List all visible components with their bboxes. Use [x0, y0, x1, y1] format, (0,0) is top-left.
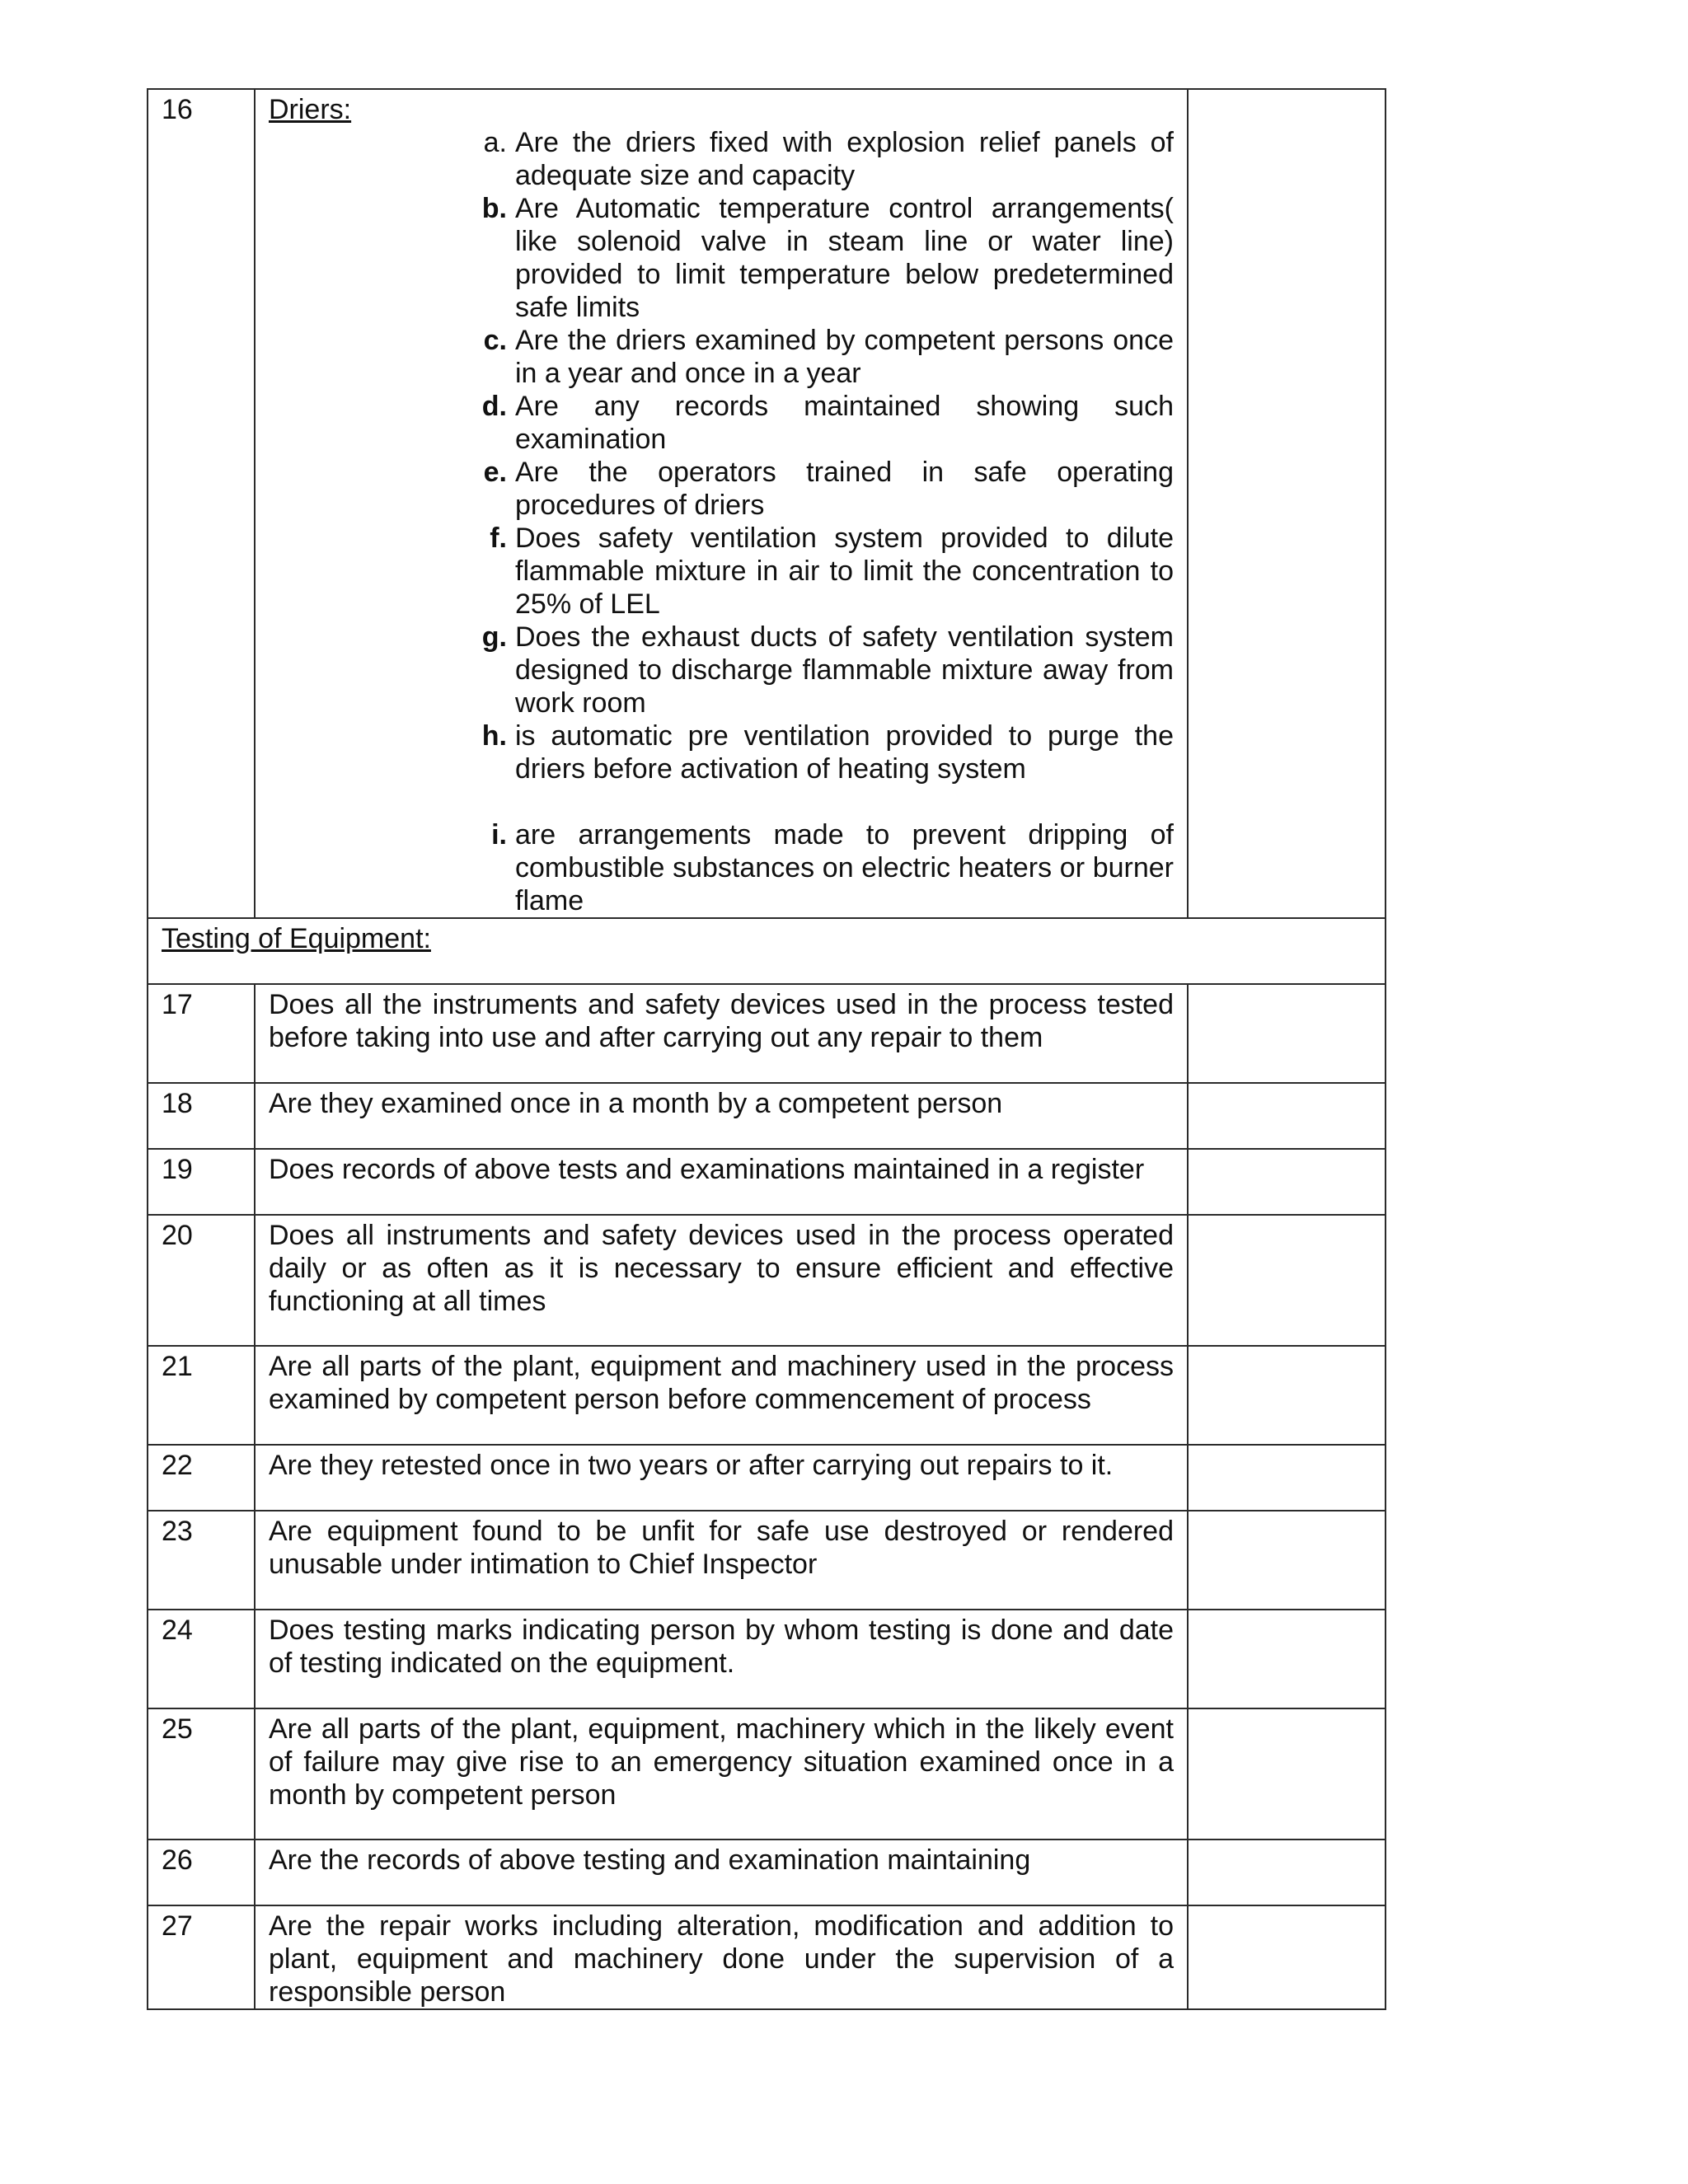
question-text: Does testing marks indicating person by whom testing is done and date of testing indicated on the equipment. [255, 1610, 1188, 1708]
subitem-label: h. [481, 720, 507, 752]
answer-cell[interactable] [1188, 1511, 1386, 1610]
question-text: Does records of above tests and examinations maintained in a register [255, 1149, 1188, 1215]
question-text: Are the repair works including alteration, modification and addition to plant, equipment and machinery done under the supervision of a responsible person [255, 1905, 1188, 2009]
subitem-text: are arrangements made to prevent dripping of combustible substances on electric heaters or burner flame [515, 819, 1174, 916]
driers-subitem [469, 126, 1174, 192]
row-number: 22 [148, 1445, 255, 1511]
table-row [148, 984, 1386, 1083]
driers-cell [255, 89, 1188, 918]
row-number: 19 [148, 1149, 255, 1215]
subitem-text: Does the exhaust ducts of safety ventilation system designed to discharge flammable mixture away from work room [515, 621, 1174, 719]
subitem-text: Are Automatic temperature control arrangements( like solenoid valve in steam line or water line) provided to limit temperature below predetermined safe limits [515, 193, 1174, 323]
answer-cell[interactable] [1188, 1840, 1386, 1905]
subitem-label: d. [481, 391, 507, 422]
driers-subitem-list [269, 126, 1174, 917]
answer-cell[interactable] [1188, 1610, 1386, 1708]
section-row [148, 918, 1386, 984]
table-row-16 [148, 89, 1386, 918]
answer-cell[interactable] [1188, 89, 1386, 918]
driers-subitem [469, 456, 1174, 522]
driers-subitem [469, 390, 1174, 456]
table-row [148, 1708, 1386, 1840]
driers-subitem [469, 719, 1174, 785]
answer-cell[interactable] [1188, 984, 1386, 1083]
question-text: Does all the instruments and safety devices used in the process tested before taking into use and after carrying out any repair to them [255, 984, 1188, 1083]
row-number: 21 [148, 1346, 255, 1445]
answer-cell[interactable] [1188, 1346, 1386, 1445]
answer-cell[interactable] [1188, 1445, 1386, 1511]
table-row [148, 1149, 1386, 1215]
driers-heading: Driers: [269, 94, 352, 125]
row-number: 24 [148, 1610, 255, 1708]
section-heading-cell [148, 918, 1386, 984]
answer-cell[interactable] [1188, 1905, 1386, 2009]
subitem-label: a. [483, 127, 507, 158]
driers-subitem [469, 621, 1174, 719]
table-row [148, 1083, 1386, 1149]
question-text: Are they retested once in two years or after carrying out repairs to it. [255, 1445, 1188, 1511]
table-row [148, 1445, 1386, 1511]
row-number: 16 [148, 89, 255, 918]
subitem-text: Does safety ventilation system provided to dilute flammable mixture in air to limit the concentration to 25% of LEL [515, 523, 1174, 620]
subitem-text: Are the driers fixed with explosion relief panels of adequate size and capacity [515, 127, 1174, 191]
question-text: Does all instruments and safety devices used in the process operated daily or as often as it is necessary to ensure efficient and effective functioning at all times [255, 1215, 1188, 1346]
row-number: 25 [148, 1708, 255, 1840]
subitem-label: f. [490, 523, 507, 554]
answer-cell[interactable] [1188, 1708, 1386, 1840]
checklist-table [147, 88, 1386, 2010]
section-title: Testing of Equipment: [162, 923, 431, 954]
driers-subitem [469, 324, 1174, 390]
question-text: Are all parts of the plant, equipment, machinery which in the likely event of failure may give rise to an emergency situation examined once in a month by competent person [255, 1708, 1188, 1840]
table-row [148, 1610, 1386, 1708]
row-number: 26 [148, 1840, 255, 1905]
subitem-text: Are the operators trained in safe operating procedures of driers [515, 457, 1174, 521]
answer-cell[interactable] [1188, 1083, 1386, 1149]
subitem-label: e. [483, 457, 507, 488]
subitem-text: Are the driers examined by competent persons once in a year and once in a year [515, 325, 1174, 389]
table-row [148, 1511, 1386, 1610]
table-row [148, 1215, 1386, 1346]
question-text: Are all parts of the plant, equipment and machinery used in the process examined by competent person before commencement of process [255, 1346, 1188, 1445]
row-number: 18 [148, 1083, 255, 1149]
subitem-text: Are any records maintained showing such examination [515, 391, 1174, 455]
answer-cell[interactable] [1188, 1215, 1386, 1346]
question-text: Are equipment found to be unfit for safe use destroyed or rendered unusable under intimation to Chief Inspector [255, 1511, 1188, 1610]
subitem-label: i. [491, 819, 507, 851]
question-text: Are the records of above testing and examination maintaining [255, 1840, 1188, 1905]
subitem-label: b. [481, 193, 507, 224]
subitem-label: g. [481, 621, 507, 653]
subitem-label: c. [483, 325, 507, 356]
row-number: 17 [148, 984, 255, 1083]
row-number: 20 [148, 1215, 255, 1346]
driers-subitem [469, 192, 1174, 324]
table-row [148, 1905, 1386, 2009]
row-number: 23 [148, 1511, 255, 1610]
driers-subitem [469, 522, 1174, 621]
driers-subitem [469, 818, 1174, 917]
row-number: 27 [148, 1905, 255, 2009]
answer-cell[interactable] [1188, 1149, 1386, 1215]
table-row [148, 1346, 1386, 1445]
question-text: Are they examined once in a month by a competent person [255, 1083, 1188, 1149]
table-row [148, 1840, 1386, 1905]
subitem-text: is automatic pre ventilation provided to purge the driers before activation of heating system [515, 720, 1174, 785]
